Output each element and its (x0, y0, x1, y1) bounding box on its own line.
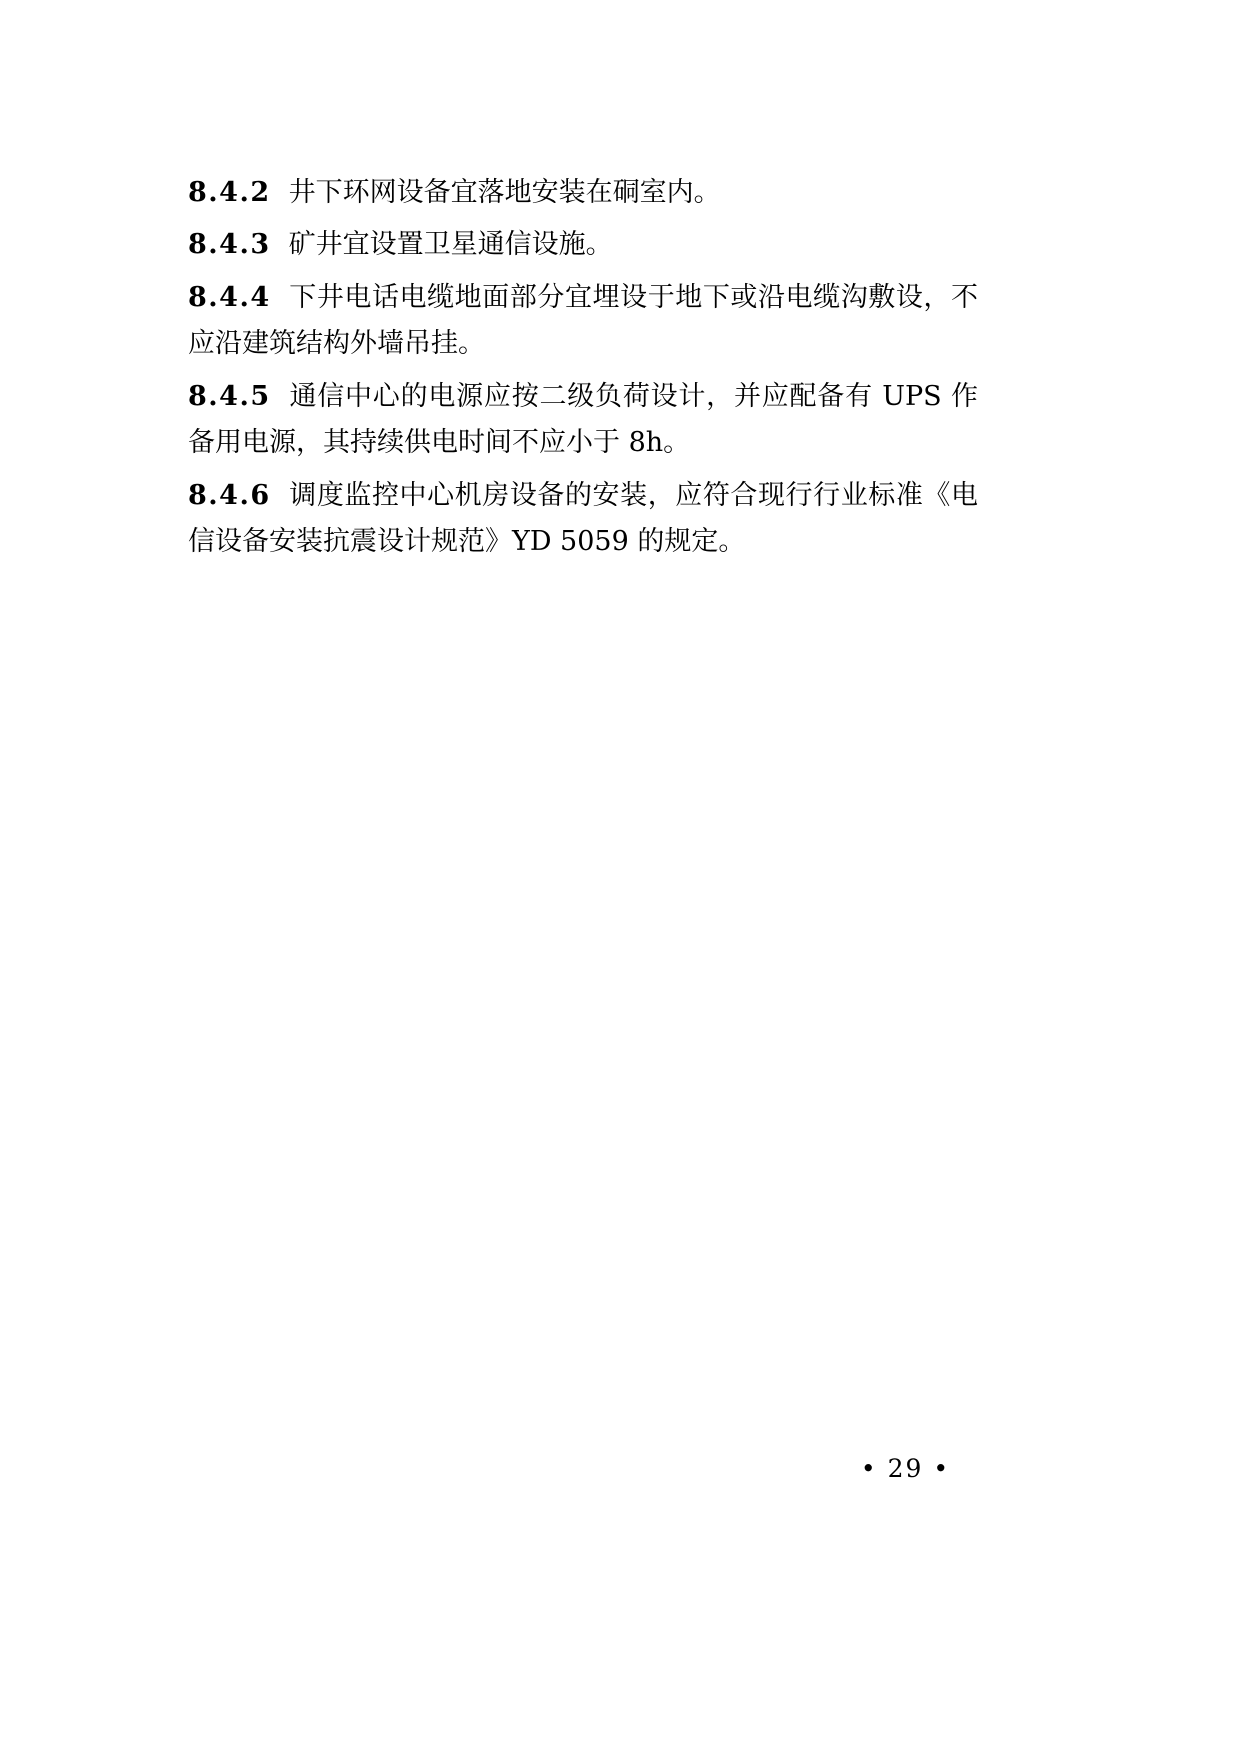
page-footer (0, 1454, 1241, 1483)
clause-number: 8.4.4 (188, 281, 271, 313)
clause-number: 8.4.3 (188, 229, 271, 261)
clause-item (188, 170, 978, 216)
clause-item (188, 275, 978, 368)
clause-text: 下井电话电缆地面部分宜埋设于地下或沿电缆沟敷设，不应沿建筑结构外墙吊挂。 (188, 281, 978, 360)
clause-list (188, 170, 978, 572)
clause-item (188, 222, 978, 268)
clause-number: 8.4.2 (188, 177, 271, 208)
clause-number: 8.4.6 (188, 479, 271, 511)
clause-text: 通信中心的电源应按二级负荷设计，并应配备有 UPS 作备用电源，其持续供电时间不应小于 8h。 (188, 380, 978, 459)
clause-item (188, 473, 978, 566)
page-number: • 29 • (860, 1454, 951, 1483)
clause-text: 井下环网设备宜落地安装在硐室内。 (288, 177, 721, 208)
clause-text: 矿井宜设置卫星通信设施。 (288, 229, 613, 261)
clause-item (188, 374, 978, 467)
clause-number: 8.4.5 (188, 380, 271, 412)
clause-text: 调度监控中心机房设备的安装，应符合现行行业标准《电信设备安装抗震设计规范》YD 5059 的规定。 (188, 479, 978, 558)
